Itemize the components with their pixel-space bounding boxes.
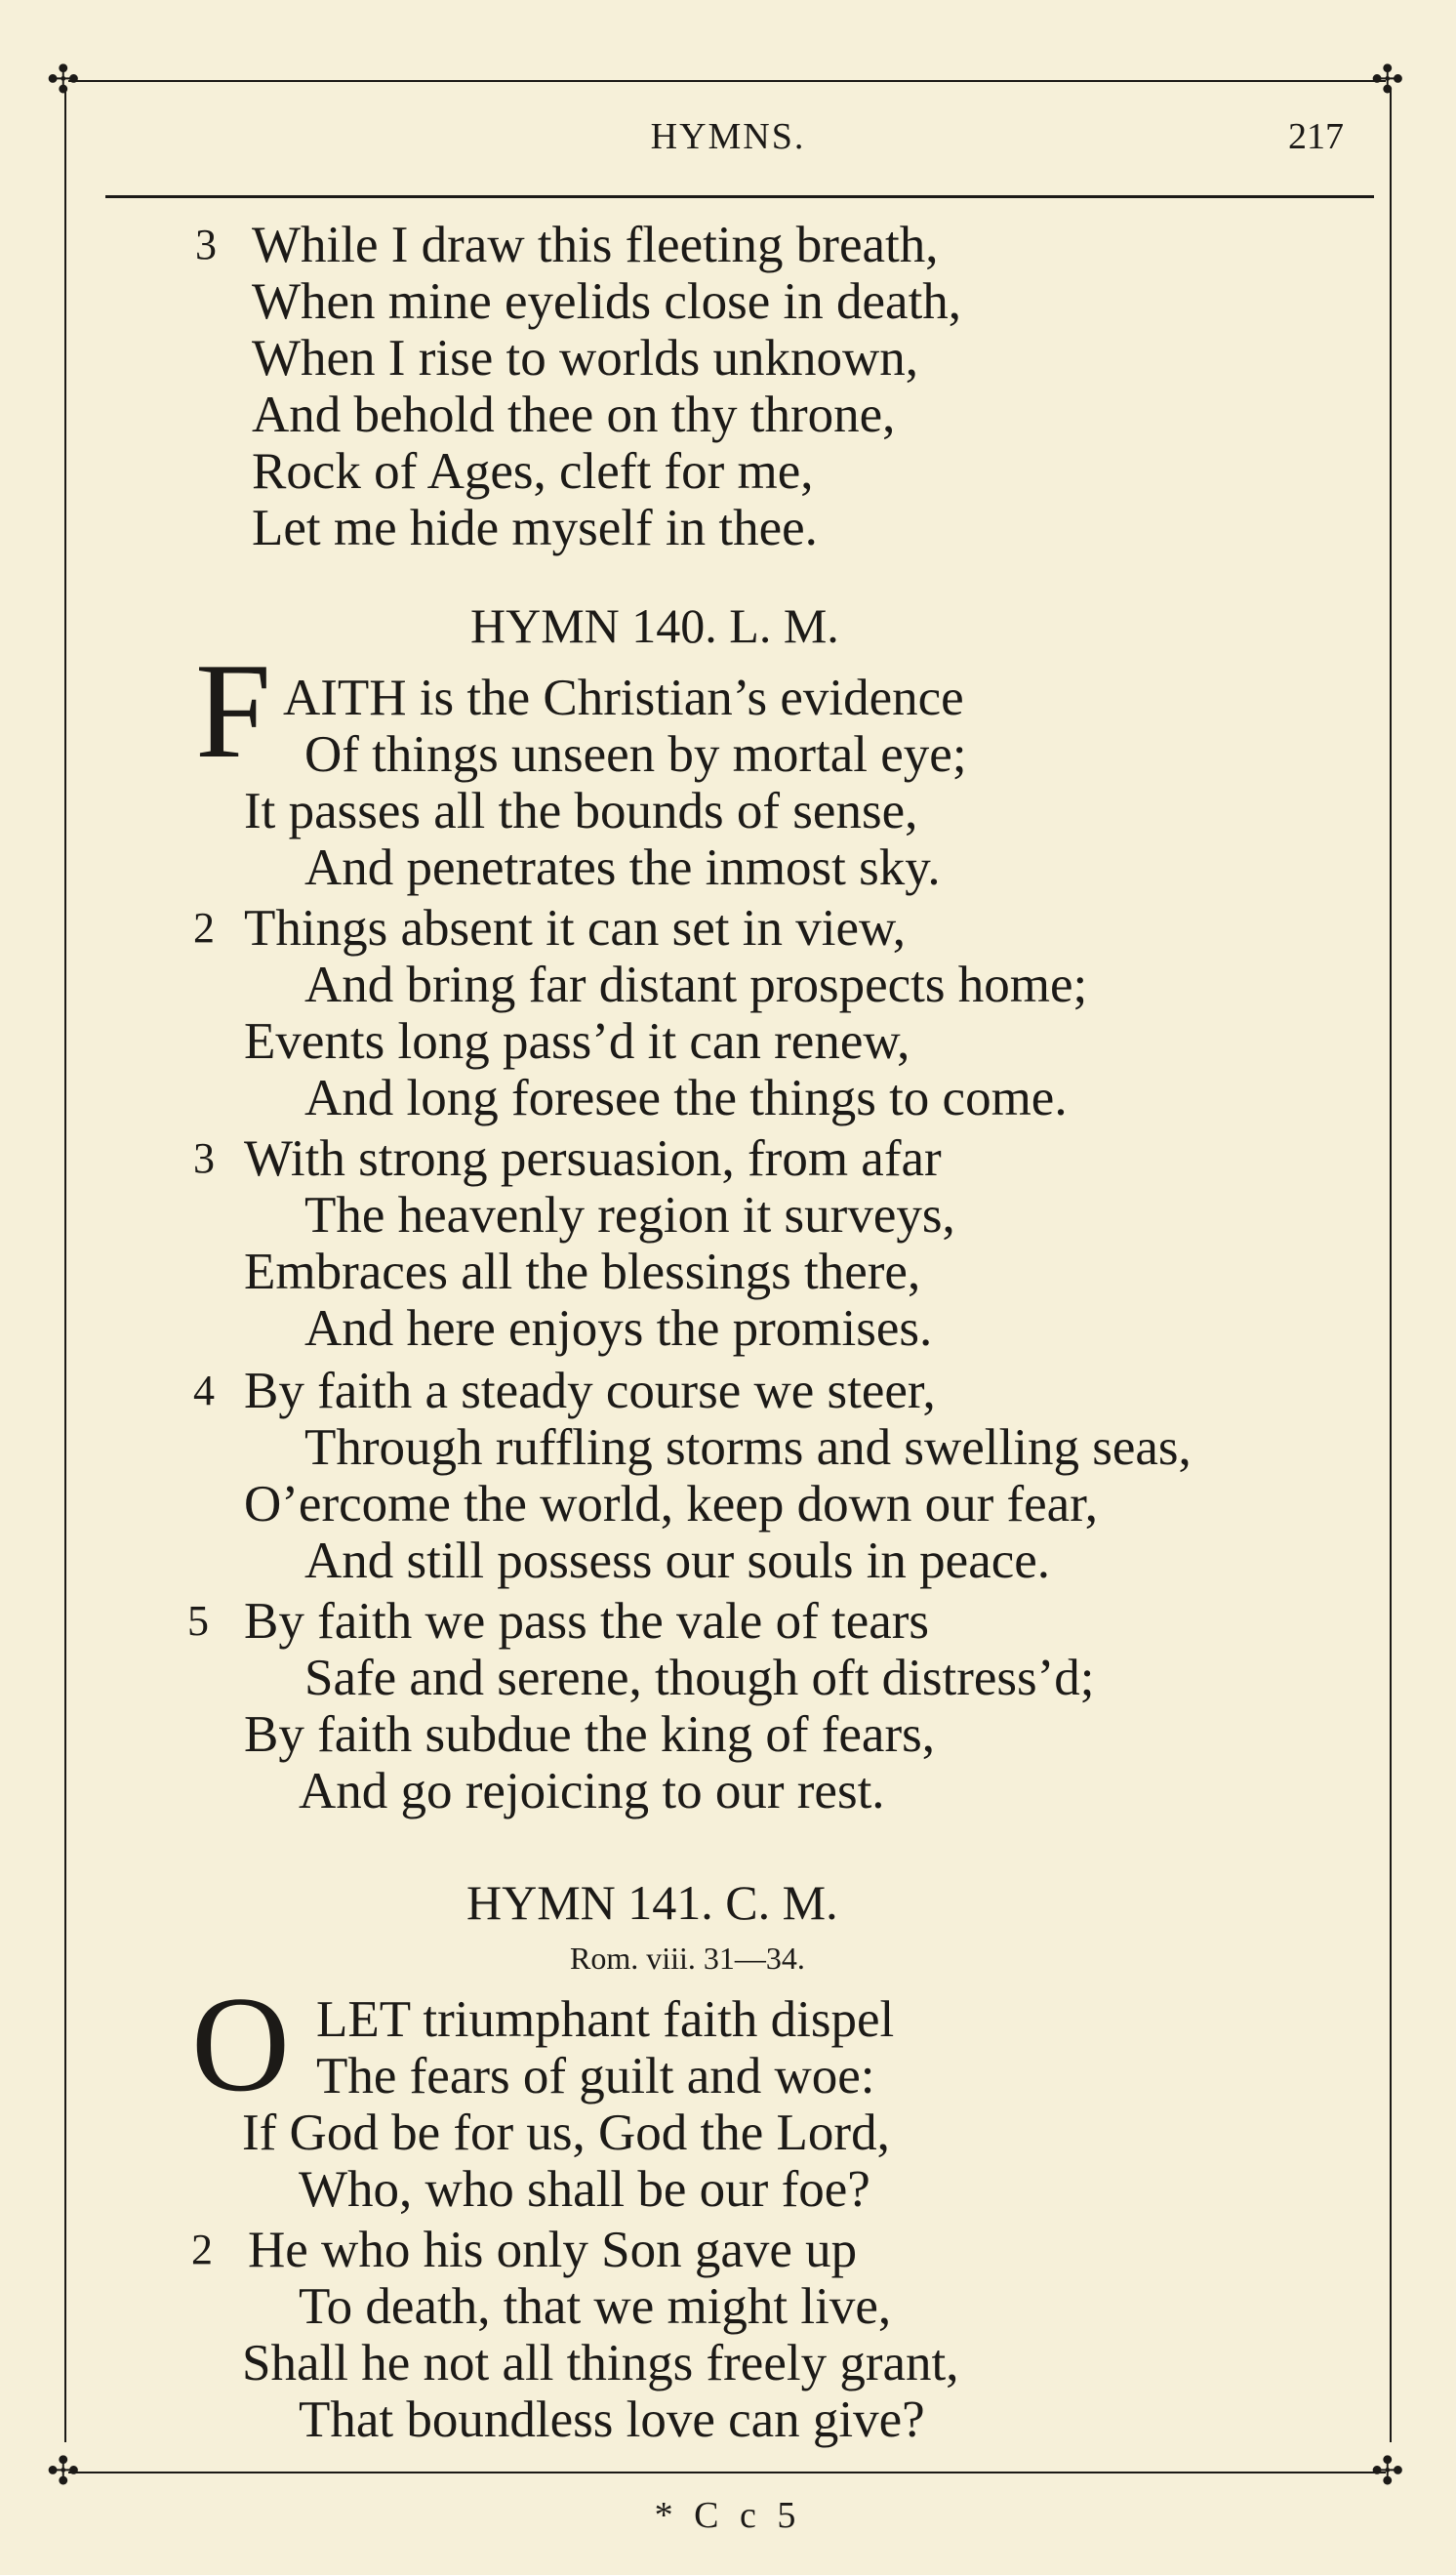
- verse-line: Things absent it can set in view,: [244, 900, 907, 957]
- verse-line: That boundless love can give?: [299, 2391, 925, 2448]
- verse-line: Shall he not all things freely grant,: [242, 2335, 959, 2391]
- verse-line: Who, who shall be our foe?: [299, 2161, 870, 2218]
- verse-line: And penetrates the inmost sky.: [304, 839, 941, 896]
- verse-line: It passes all the bounds of sense,: [244, 783, 918, 839]
- verse-line: With strong persuasion, from afar: [244, 1130, 942, 1187]
- right-border-rule: [1390, 90, 1392, 2442]
- signature-mark: * C c 5: [654, 2495, 802, 2536]
- verse-line: Let me hide myself in thee.: [252, 500, 818, 556]
- verse-number: 2: [193, 904, 215, 952]
- verse-line: If God be for us, God the Lord,: [242, 2105, 890, 2161]
- top-border-rule: [68, 80, 1386, 82]
- verse-line: Of things unseen by mortal eye;: [304, 726, 967, 783]
- verse-line: When mine eyelids close in death,: [252, 273, 962, 330]
- hymn-heading: HYMN 141. C. M.: [466, 1875, 838, 1930]
- drop-cap: F: [195, 635, 271, 787]
- bottom-border-rule: [68, 2472, 1386, 2473]
- verse-line: When I rise to worlds unknown,: [252, 330, 918, 387]
- verse-line: And go rejoicing to our rest.: [299, 1763, 885, 1819]
- left-border-rule: [64, 90, 66, 2442]
- fleuron-ornament-icon: ✣: [47, 58, 80, 102]
- verse-line: And here enjoys the promises.: [304, 1300, 933, 1357]
- verse-line: And long foresee the things to come.: [304, 1070, 1068, 1126]
- verse-line: Events long pass’d it can renew,: [244, 1013, 910, 1070]
- verse-number: 5: [187, 1597, 209, 1645]
- running-header: HYMNS.: [650, 116, 806, 157]
- verse-line: To death, that we might live,: [299, 2278, 892, 2335]
- verse-number: 2: [191, 2226, 213, 2273]
- verse-line: Embraces all the blessings there,: [244, 1244, 921, 1300]
- verse-line: Through ruffling storms and swelling seas,: [304, 1419, 1192, 1476]
- verse-number: 3: [195, 221, 217, 268]
- verse-line: The fears of guilt and woe:: [316, 2048, 875, 2105]
- verse-line: By faith we pass the vale of tears: [244, 1593, 930, 1650]
- verse-line: He who his only Son gave up: [248, 2222, 858, 2278]
- verse-number: 4: [193, 1367, 215, 1414]
- fleuron-ornament-icon: ✣: [1371, 2449, 1404, 2493]
- verse-number: 3: [193, 1134, 215, 1182]
- verse-line: And still possess our souls in peace.: [304, 1533, 1051, 1589]
- fleuron-ornament-icon: ✣: [1371, 58, 1404, 102]
- verse-line: O’ercome the world, keep down our fear,: [244, 1476, 1098, 1533]
- verse-line: AITH is the Christian’s evidence: [283, 670, 964, 726]
- verse-line: The heavenly region it surveys,: [304, 1187, 955, 1244]
- verse-line: Safe and serene, though oft distress’d;: [304, 1650, 1095, 1706]
- header-rule: [105, 195, 1374, 198]
- verse-line: By faith subdue the king of fears,: [244, 1706, 935, 1763]
- page-number: 217: [1288, 116, 1344, 157]
- drop-cap: O: [191, 1969, 291, 2120]
- verse-line: And bring far distant prospects home;: [304, 957, 1088, 1013]
- verse-line: While I draw this fleeting breath,: [252, 217, 939, 273]
- scripture-reference: Rom. viii. 31—34.: [570, 1941, 805, 1976]
- verse-line: By faith a steady course we steer,: [244, 1363, 936, 1419]
- verse-line: LET triumphant faith dispel: [316, 1991, 895, 2048]
- fleuron-ornament-icon: ✣: [47, 2449, 80, 2493]
- verse-line: And behold thee on thy throne,: [252, 387, 896, 443]
- verse-line: Rock of Ages, cleft for me,: [252, 443, 814, 500]
- hymn-heading: HYMN 140. L. M.: [470, 598, 839, 653]
